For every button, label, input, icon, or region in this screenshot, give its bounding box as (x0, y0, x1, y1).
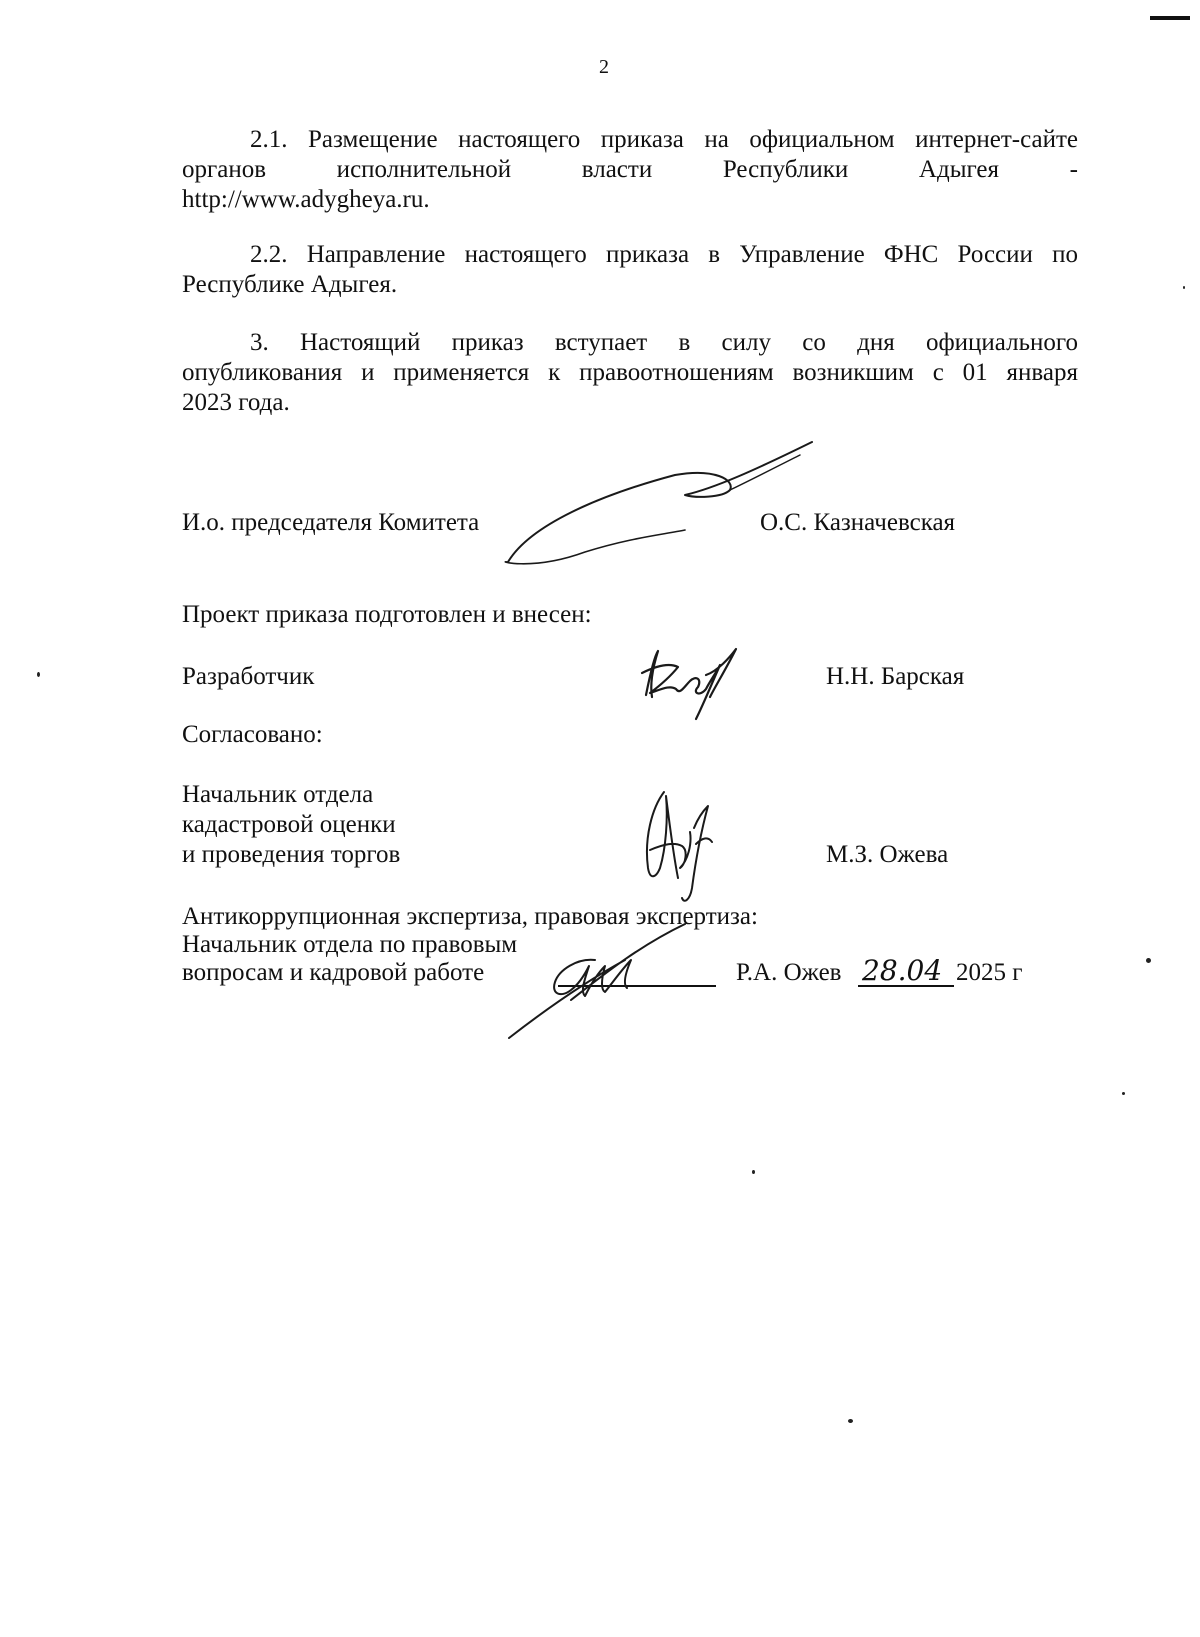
paragraph-3 (182, 328, 1078, 418)
scan-speck (1122, 1092, 1125, 1095)
handwritten-date: 28.04 (862, 954, 943, 987)
scan-speck (848, 1419, 853, 1423)
paragraph-2-1-line-2: органов исполнительной власти Республики Адыгея - (182, 156, 1078, 183)
expertise-name: Р.А. Ожев (736, 959, 842, 986)
signature-developer (640, 645, 750, 725)
scan-edge-mark (1150, 16, 1190, 20)
paragraph-2-1 (182, 125, 1078, 215)
scan-speck (1146, 958, 1151, 963)
paragraph-2-2 (182, 240, 1078, 300)
head-cadastral-line-1: Начальник отдела (182, 781, 374, 808)
expertise-year: 2025 г (956, 959, 1023, 986)
acting-chair-name: О.С. Казначевская (760, 509, 956, 536)
signature-expertise (505, 918, 705, 1048)
paragraph-3-line-2: опубликования и применяется к правоотношениям возникшим с 01 января (182, 359, 1078, 386)
paragraph-3-line-1: 3. Настоящий приказ вступает в силу со дня официального (250, 329, 1078, 356)
paragraph-2-1-line-3: http://www.adygheya.ru. (182, 186, 430, 213)
prepared-heading: Проект приказа подготовлен и внесен: (182, 601, 592, 628)
paragraph-2-2-line-1: 2.2. Направление настоящего приказа в Управление ФНС России по (250, 241, 1078, 268)
paragraph-2-2-line-2: Республике Адыгея. (182, 271, 398, 298)
agreed-heading: Согласовано: (182, 721, 323, 748)
expertise-line-2: вопросам и кадровой работе (182, 959, 485, 986)
expertise-heading: Антикоррупционная экспертиза, правовая экспертиза: (182, 903, 758, 930)
developer-position: Разработчик (182, 663, 315, 690)
signature-head-cadastral (638, 788, 728, 908)
paragraph-3-line-3: 2023 года. (182, 389, 290, 416)
head-cadastral-name: М.З. Ожева (826, 841, 949, 868)
scan-speck (1183, 286, 1185, 289)
scan-speck (752, 1170, 755, 1174)
acting-chair-position: И.о. председателя Комитета (182, 509, 480, 536)
page-number: 2 (599, 56, 609, 78)
head-cadastral-line-3: и проведения торгов (182, 841, 401, 868)
scan-speck (37, 672, 40, 677)
expertise-line-1: Начальник отдела по правовым (182, 931, 518, 958)
head-cadastral-line-2: кадастровой оценки (182, 811, 396, 838)
developer-name: Н.Н. Барская (826, 663, 965, 690)
paragraph-2-1-line-1: 2.1. Размещение настоящего приказа на официальном интернет-сайте (250, 126, 1078, 153)
